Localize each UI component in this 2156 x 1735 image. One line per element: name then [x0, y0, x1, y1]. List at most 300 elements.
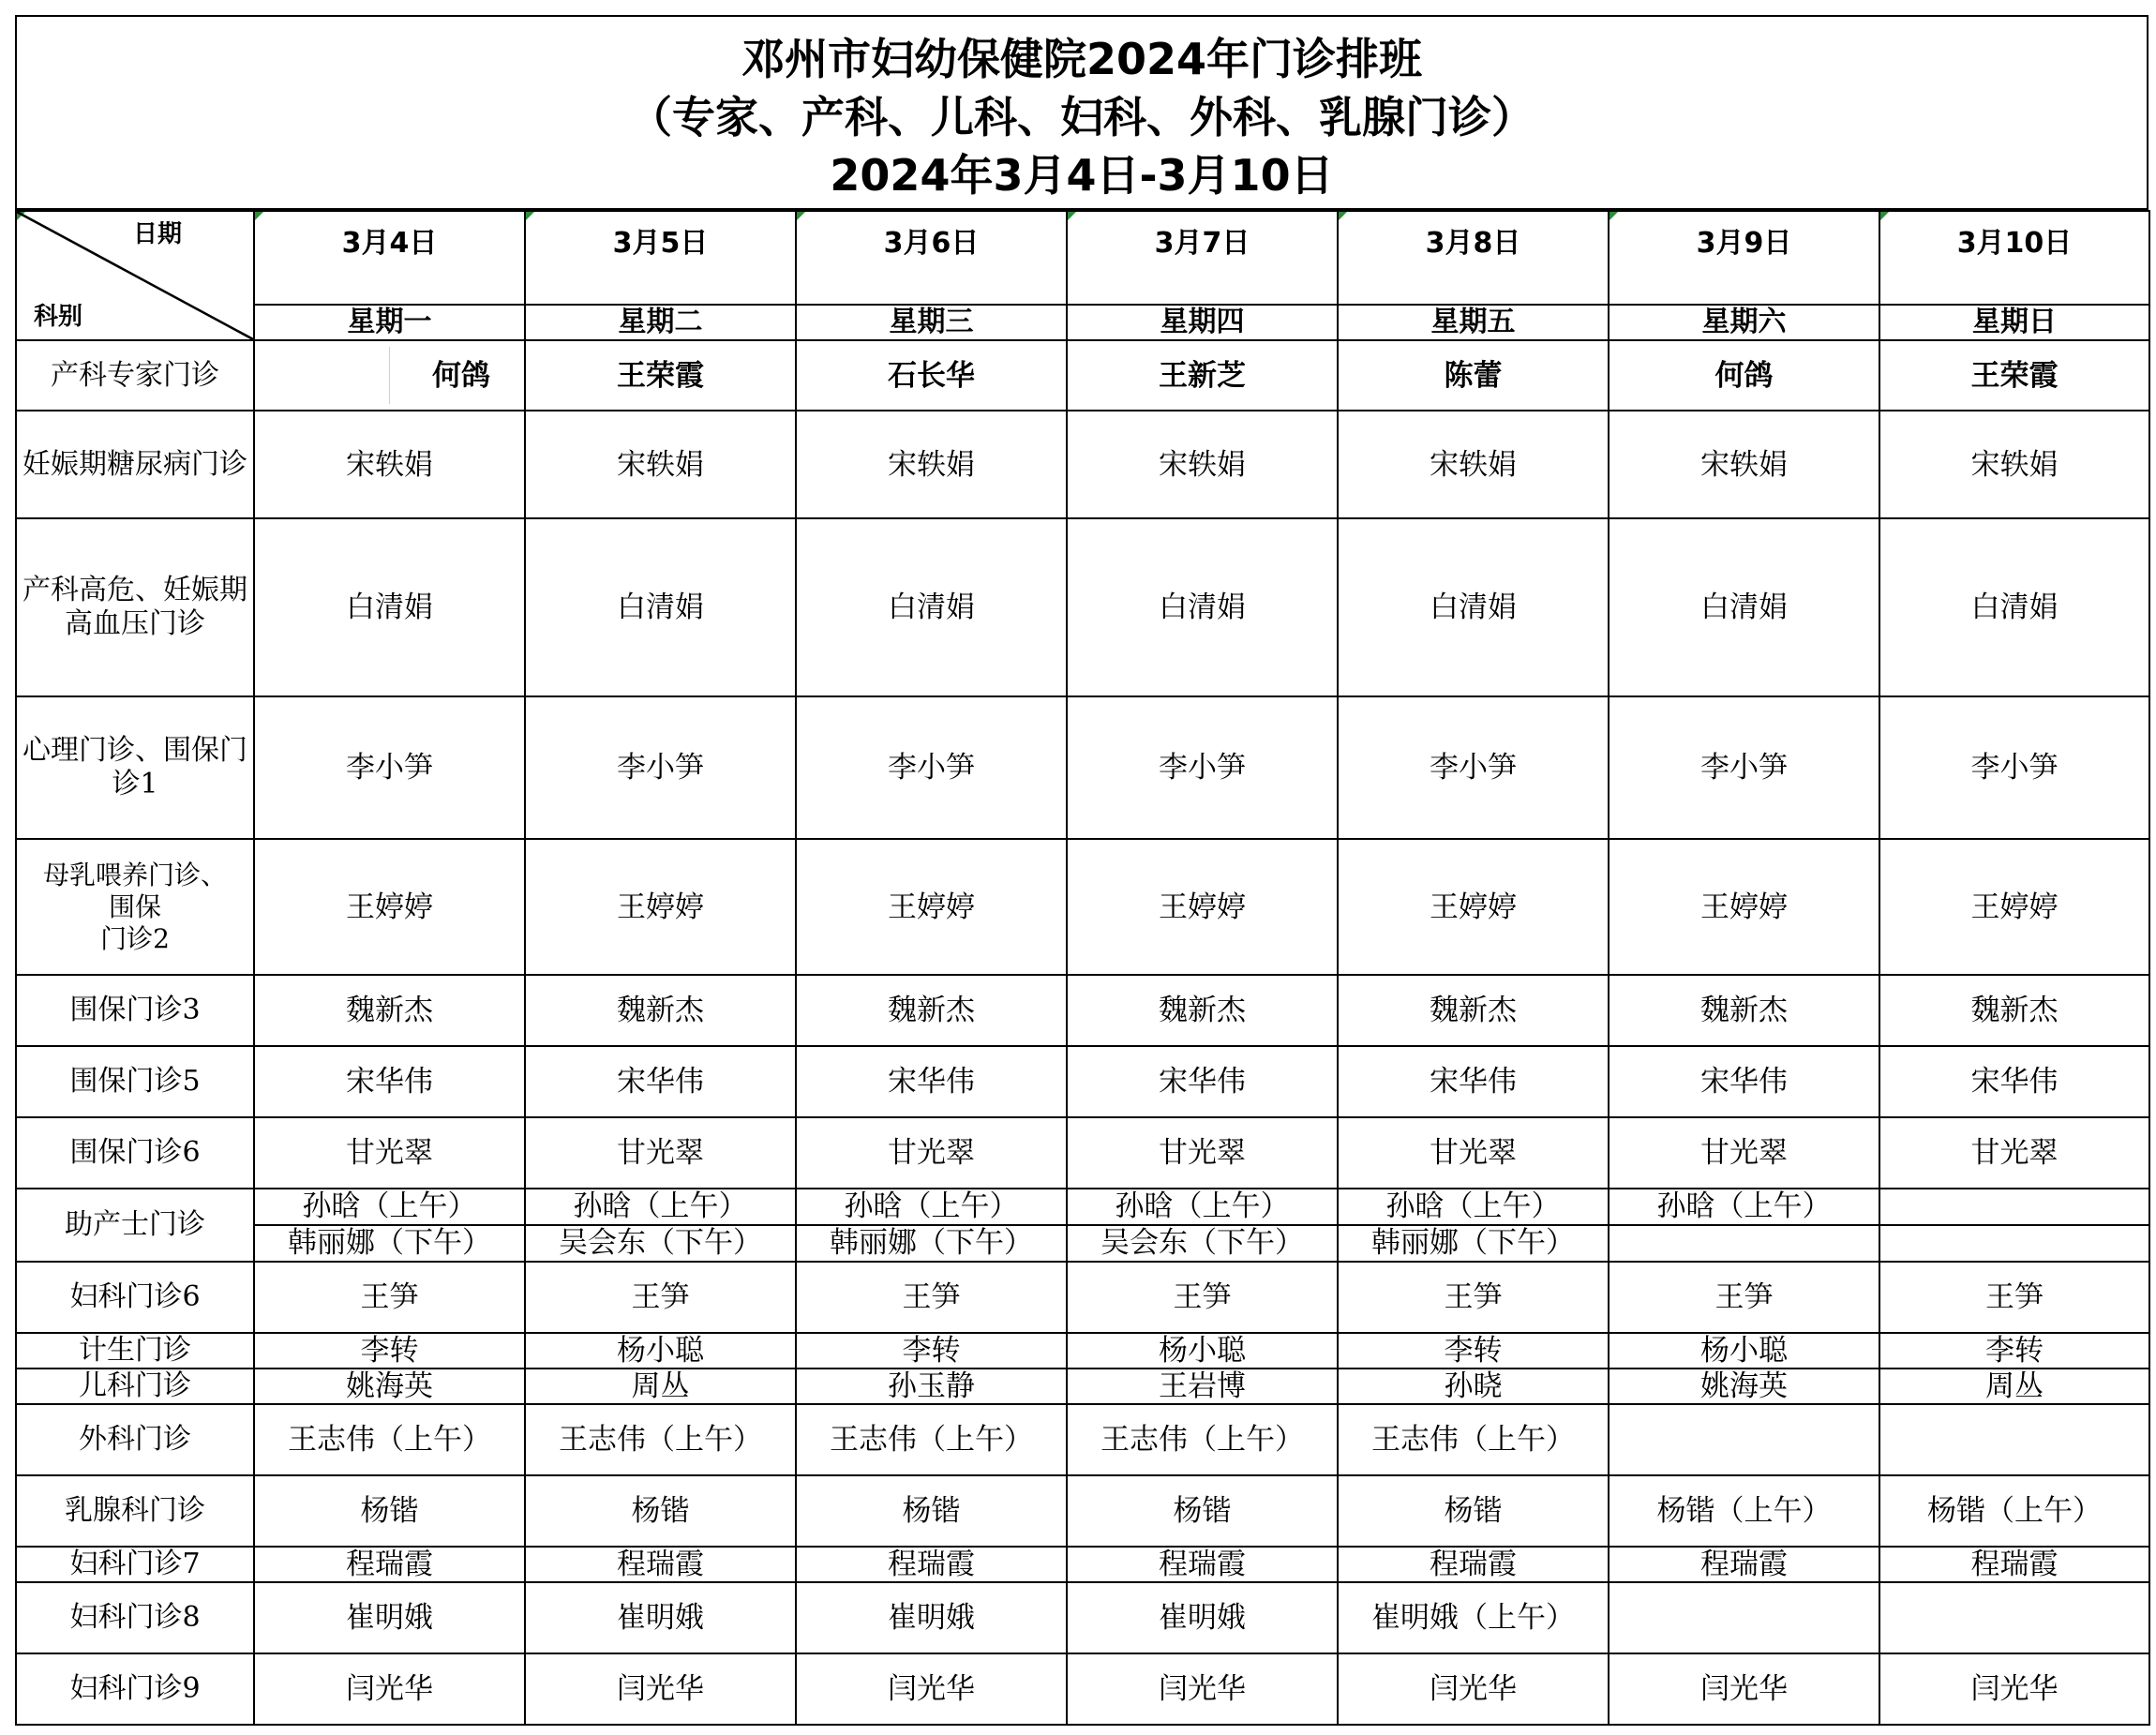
doctor-name: 王笋: [1714, 1280, 1774, 1314]
doctor-name: 宋华伟: [888, 1065, 975, 1099]
morning-shift: 孙晗（上午）: [255, 1189, 524, 1226]
doctor-cell: [525, 1369, 796, 1404]
doctor-cell: [254, 1117, 525, 1189]
dept-label: 计生门诊: [79, 1334, 191, 1367]
morning-shift: 孙晗（上午）: [1339, 1189, 1608, 1226]
schedule-row: [16, 340, 2149, 411]
doctor-cell: [1879, 411, 2149, 518]
date-label: 3月4日: [341, 227, 438, 260]
doctor-name: 白清娟: [346, 591, 433, 624]
schedule-row: [16, 839, 2149, 975]
dept-label: 产科高危、妊娠期高血压门诊: [22, 574, 247, 640]
doctor-cell: [1879, 1046, 2149, 1117]
afternoon-shift: 吴会东（下午）: [559, 1226, 762, 1260]
doctor-cell: [796, 1369, 1067, 1404]
doctor-cell: [1338, 411, 1609, 518]
doctor-name: 王笋: [1985, 1280, 2044, 1314]
doctor-name: 李小笋: [888, 751, 975, 785]
doctor-cell: [1338, 839, 1609, 975]
green-triangle-icon: [1068, 212, 1076, 220]
doctor-cell: [525, 839, 796, 975]
doctor-cell: [1879, 340, 2149, 411]
doctor-name: 魏新杰: [1970, 994, 2059, 1027]
doctor-cell: [796, 340, 1067, 411]
doctor-name: 王婷婷: [346, 890, 433, 924]
doctor-cell: [525, 518, 796, 696]
doctor-cell: [1338, 1653, 1609, 1725]
doctor-name: 白清娟: [1970, 591, 2059, 624]
dept-label: 产科专家门诊: [51, 358, 219, 392]
doctor-name: 王荣霞: [1970, 358, 2059, 393]
doctor-name: 宋轶娟: [1159, 447, 1246, 482]
doctor-name: 白清娟: [1159, 591, 1246, 624]
date-header-row: [16, 211, 2149, 305]
morning-shift: 孙晗（上午）: [526, 1189, 795, 1226]
doctor-cell: [1338, 975, 1609, 1046]
doctor-name: 宋华伟: [1159, 1065, 1246, 1099]
title-block: [15, 15, 2149, 210]
weekday-cell: 星期日: [1879, 305, 2149, 340]
dept-cell: [16, 975, 254, 1046]
cell-divider: [389, 347, 390, 404]
split-shift-cell: [1067, 1189, 1338, 1262]
doctor-name: 李小笋: [1159, 751, 1246, 785]
doctor-cell: [1338, 1117, 1609, 1189]
doctor-name: 李小笋: [346, 751, 433, 785]
dept-cell: [16, 1475, 254, 1547]
dept-cell: [16, 839, 254, 975]
doctor-name: 甘光翠: [617, 1136, 704, 1170]
doctor-cell: [796, 975, 1067, 1046]
date-cell: [1879, 211, 2149, 305]
doctor-cell: [1609, 696, 1879, 839]
doctor-cell: [1879, 1653, 2149, 1725]
doctor-name: 崔明娥: [888, 1601, 975, 1635]
doctor-name: 白清娟: [617, 591, 704, 624]
schedule-table: [15, 210, 2150, 1726]
doctor-name: 宋轶娟: [617, 447, 704, 482]
doctor-cell: [254, 839, 525, 975]
date-cell: [796, 211, 1067, 305]
schedule-row: [16, 1189, 2149, 1262]
schedule-row: [16, 1653, 2149, 1725]
dept-cell: [16, 1547, 254, 1582]
doctor-name: 陈蕾: [1444, 358, 1503, 393]
doctor-cell: [254, 1046, 525, 1117]
date-label: 3月6日: [883, 227, 980, 260]
dept-label: 围保门诊6: [69, 1136, 201, 1169]
doctor-name: 杨小聪: [1700, 1334, 1788, 1368]
doctor-name: 闫光华: [346, 1672, 433, 1706]
doctor-cell: [1067, 1404, 1338, 1475]
doctor-cell: [796, 839, 1067, 975]
dept-label: 围保门诊5: [69, 1065, 201, 1098]
dept-label: 围保门诊3: [69, 994, 201, 1026]
doctor-name: 王笋: [631, 1280, 690, 1314]
title-line-3: 2024年3月4日-3月10日: [830, 150, 1334, 201]
schedule-row: [16, 1046, 2149, 1117]
doctor-cell: [525, 1404, 796, 1475]
doctor-name: 魏新杰: [346, 994, 433, 1027]
doctor-name: 魏新杰: [1159, 994, 1246, 1027]
doctor-name: 宋轶娟: [346, 447, 433, 482]
doctor-name: 宋轶娟: [1430, 447, 1517, 482]
doctor-name: 杨锴: [902, 1494, 961, 1528]
doctor-name: 王婷婷: [1970, 890, 2059, 924]
doctor-name: 白清娟: [1700, 591, 1788, 624]
doctor-cell: [1879, 1117, 2149, 1189]
schedule-row: [16, 411, 2149, 518]
doctor-cell: [796, 411, 1067, 518]
doctor-cell: [1879, 975, 2149, 1046]
doctor-name: 甘光翠: [1159, 1136, 1246, 1170]
schedule-row: [16, 696, 2149, 839]
doctor-name: 杨锴: [631, 1494, 690, 1528]
split-shift-cell: [1609, 1189, 1879, 1262]
doctor-name: 杨小聪: [617, 1334, 704, 1368]
doctor-name: 魏新杰: [888, 994, 975, 1027]
morning-shift: 孙晗（上午）: [1610, 1189, 1879, 1226]
doctor-cell: [525, 340, 796, 411]
doctor-cell: [1338, 1369, 1609, 1404]
weekday-header-row: [16, 305, 2149, 340]
doctor-name: 王笋: [360, 1280, 419, 1314]
weekday-cell: 星期五: [1338, 305, 1609, 340]
doctor-name: 甘光翠: [1700, 1136, 1788, 1170]
doctor-cell: [1879, 1547, 2149, 1582]
split-shift-cell: [254, 1189, 525, 1262]
doctor-name: 周丛: [631, 1369, 690, 1403]
doctor-cell: [525, 1117, 796, 1189]
doctor-name: 程瑞霞: [617, 1548, 704, 1581]
date-label: 3月8日: [1425, 227, 1521, 260]
dept-cell: [16, 1333, 254, 1369]
doctor-cell: [1338, 1333, 1609, 1369]
dept-label: 妇科门诊6: [69, 1280, 201, 1313]
doctor-cell: [525, 696, 796, 839]
doctor-cell: [254, 975, 525, 1046]
dept-label: 心理门诊、围保门诊1: [22, 734, 247, 800]
doctor-name: 姚海英: [1700, 1369, 1788, 1403]
doctor-name: 李转: [1444, 1334, 1503, 1368]
doctor-cell: [1067, 340, 1338, 411]
doctor-name: 周丛: [1985, 1369, 2044, 1403]
doctor-name: 闫光华: [888, 1672, 975, 1706]
doctor-cell: [1609, 340, 1879, 411]
weekday-cell: 星期一: [254, 305, 525, 340]
corner-cell: [16, 211, 254, 340]
doctor-name: 程瑞霞: [1970, 1548, 2059, 1581]
doctor-cell: [1879, 696, 2149, 839]
doctor-name: 崔明娥（上午）: [1371, 1601, 1575, 1635]
dept-cell: [16, 1262, 254, 1333]
doctor-cell: [1609, 1262, 1879, 1333]
corner-dept-label: 科别: [34, 303, 83, 331]
doctor-cell: [1609, 411, 1879, 518]
doctor-name: 魏新杰: [617, 994, 704, 1027]
green-triangle-icon: [1880, 212, 1889, 220]
green-triangle-icon: [1339, 212, 1347, 220]
doctor-name: 程瑞霞: [888, 1548, 975, 1581]
doctor-cell: [796, 1117, 1067, 1189]
dept-cell: [16, 1189, 254, 1262]
morning-shift: 孙晗（上午）: [797, 1189, 1066, 1226]
doctor-cell: [1067, 1653, 1338, 1725]
doctor-cell: [1609, 1475, 1879, 1547]
date-label: 3月5日: [612, 227, 709, 260]
doctor-name: 杨锴（上午）: [1927, 1494, 2102, 1528]
doctor-cell: [1067, 1333, 1338, 1369]
doctor-name: 王荣霞: [617, 358, 704, 393]
doctor-cell: [796, 696, 1067, 839]
doctor-name: 杨锴: [1173, 1494, 1232, 1528]
doctor-cell: [796, 1404, 1067, 1475]
doctor-cell: [796, 1547, 1067, 1582]
doctor-name: 宋轶娟: [1700, 447, 1788, 482]
doctor-name: 孙晓: [1444, 1369, 1503, 1403]
doctor-cell: [1609, 1404, 1879, 1475]
doctor-cell: [1609, 975, 1879, 1046]
schedule-row: [16, 518, 2149, 696]
doctor-name: 宋轶娟: [1970, 447, 2059, 482]
doctor-cell: [525, 1262, 796, 1333]
doctor-name: 王志伟（上午）: [288, 1423, 491, 1457]
doctor-name: 王笋: [1173, 1280, 1232, 1314]
afternoon-shift: 韩丽娜（下午）: [1371, 1226, 1575, 1260]
doctor-cell: [1338, 1046, 1609, 1117]
doctor-name: 王婷婷: [1430, 890, 1517, 924]
split-shift-cell: [525, 1189, 796, 1262]
dept-label-line: 母乳喂养门诊、: [42, 859, 227, 890]
doctor-cell: [254, 696, 525, 839]
doctor-name: 何鸽: [432, 358, 490, 393]
doctor-name: 李转: [902, 1334, 961, 1368]
schedule-row: [16, 1369, 2149, 1404]
date-label: 3月10日: [1956, 227, 2073, 260]
doctor-name: 王岩博: [1159, 1369, 1246, 1403]
date-cell: [1067, 211, 1338, 305]
doctor-cell: [254, 518, 525, 696]
doctor-name: 闫光华: [1700, 1672, 1788, 1706]
doctor-cell: [525, 1653, 796, 1725]
doctor-cell: [1609, 1046, 1879, 1117]
doctor-name: 甘光翠: [888, 1136, 975, 1170]
dept-cell: [16, 1369, 254, 1404]
doctor-cell: [254, 1547, 525, 1582]
doctor-name: 王婷婷: [1700, 890, 1788, 924]
doctor-cell: [796, 1475, 1067, 1547]
dept-label: 助产士门诊: [65, 1208, 205, 1241]
dept-label: 妇科门诊9: [69, 1672, 201, 1705]
doctor-cell: [1338, 696, 1609, 839]
doctor-name: 宋华伟: [346, 1065, 433, 1099]
dept-label: 妇科门诊8: [69, 1601, 201, 1634]
doctor-cell: [254, 1404, 525, 1475]
split-shift-cell: [1879, 1189, 2149, 1262]
doctor-name: 甘光翠: [1970, 1136, 2059, 1170]
morning-shift: 孙晗（上午）: [1068, 1189, 1337, 1226]
schedule-row: [16, 1117, 2149, 1189]
doctor-name: 魏新杰: [1430, 994, 1517, 1027]
doctor-cell: [1879, 1475, 2149, 1547]
doctor-name: 李小笋: [617, 751, 704, 785]
doctor-cell: [1879, 1333, 2149, 1369]
doctor-name: 李小笋: [1970, 751, 2059, 785]
doctor-name: 魏新杰: [1700, 994, 1788, 1027]
doctor-cell: [1067, 411, 1338, 518]
afternoon-shift: [1880, 1226, 2149, 1261]
dept-label-line: 围保: [108, 890, 161, 922]
green-triangle-icon: [1610, 212, 1618, 220]
doctor-name: 杨小聪: [1159, 1334, 1246, 1368]
doctor-name: 王婷婷: [617, 890, 704, 924]
date-cell: [1609, 211, 1879, 305]
doctor-name: 王志伟（上午）: [1371, 1423, 1575, 1457]
dept-label: 外科门诊: [79, 1423, 191, 1456]
doctor-name: 宋华伟: [1430, 1065, 1517, 1099]
doctor-cell: [1067, 518, 1338, 696]
doctor-name: 闫光华: [1159, 1672, 1246, 1706]
doctor-cell: [796, 1333, 1067, 1369]
weekday-cell: 星期四: [1067, 305, 1338, 340]
afternoon-shift: 吴会东（下午）: [1100, 1226, 1304, 1260]
doctor-cell: [254, 1333, 525, 1369]
doctor-cell: [1067, 1547, 1338, 1582]
dept-label: 儿科门诊: [79, 1369, 191, 1402]
doctor-cell: [796, 518, 1067, 696]
doctor-cell: [1338, 1404, 1609, 1475]
green-triangle-icon: [526, 212, 534, 220]
doctor-cell: [1067, 1046, 1338, 1117]
schedule-row: [16, 1475, 2149, 1547]
afternoon-shift: [1610, 1226, 1879, 1261]
doctor-cell: [1609, 1653, 1879, 1725]
doctor-name: 甘光翠: [1430, 1136, 1517, 1170]
doctor-name: 孙玉静: [888, 1369, 975, 1403]
dept-label: 妊娠期糖尿病门诊: [22, 447, 247, 481]
doctor-cell: [1067, 839, 1338, 975]
doctor-name: 李转: [360, 1334, 419, 1368]
doctor-name: 宋华伟: [1970, 1065, 2059, 1099]
doctor-name: 王志伟（上午）: [1100, 1423, 1304, 1457]
doctor-cell: [1067, 1582, 1338, 1653]
dept-cell: [16, 1653, 254, 1725]
dept-cell: [16, 411, 254, 518]
doctor-name: 王婷婷: [1159, 890, 1246, 924]
date-cell: [525, 211, 796, 305]
doctor-name: 闫光华: [1430, 1672, 1517, 1706]
doctor-cell: [1879, 1369, 2149, 1404]
green-triangle-icon: [797, 212, 805, 220]
doctor-cell: [796, 1653, 1067, 1725]
doctor-cell: [796, 1262, 1067, 1333]
doctor-name: 杨锴: [1444, 1494, 1503, 1528]
doctor-name: 崔明娥: [1159, 1601, 1246, 1635]
dept-cell: [16, 340, 254, 411]
corner-date-label: 日期: [132, 220, 182, 248]
doctor-name: 王志伟（上午）: [830, 1423, 1033, 1457]
dept-cell: [16, 1582, 254, 1653]
doctor-name: 程瑞霞: [346, 1548, 433, 1581]
date-label: 3月7日: [1154, 227, 1250, 260]
doctor-name: 何鸽: [1714, 358, 1774, 393]
doctor-name: 宋华伟: [617, 1065, 704, 1099]
doctor-name: 程瑞霞: [1430, 1548, 1517, 1581]
doctor-cell: [1609, 1117, 1879, 1189]
doctor-cell: [254, 1653, 525, 1725]
doctor-name: 李小笋: [1430, 751, 1517, 785]
doctor-cell: [1067, 696, 1338, 839]
doctor-cell: [254, 411, 525, 518]
schedule-row: [16, 1582, 2149, 1653]
schedule-row: [16, 975, 2149, 1046]
dept-label-line: 门诊2: [100, 922, 170, 954]
doctor-cell: [1067, 1369, 1338, 1404]
doctor-name: 李小笋: [1700, 751, 1788, 785]
schedule-row: [16, 1262, 2149, 1333]
doctor-cell: [254, 1369, 525, 1404]
doctor-cell: [525, 1582, 796, 1653]
doctor-name: 李转: [1985, 1334, 2044, 1368]
doctor-name: 崔明娥: [617, 1601, 704, 1635]
doctor-name: 闫光华: [1970, 1672, 2059, 1706]
doctor-cell: [1609, 839, 1879, 975]
doctor-name: 姚海英: [346, 1369, 433, 1403]
doctor-name: 杨锴（上午）: [1656, 1494, 1832, 1528]
schedule-row: [16, 1333, 2149, 1369]
doctor-name: 闫光华: [617, 1672, 704, 1706]
doctor-cell: [1609, 1333, 1879, 1369]
schedule-row: [16, 1404, 2149, 1475]
doctor-cell: [254, 1582, 525, 1653]
doctor-cell: [1609, 1582, 1879, 1653]
doctor-name: 王婷婷: [888, 890, 975, 924]
weekday-cell: 星期六: [1609, 305, 1879, 340]
doctor-cell: [525, 411, 796, 518]
doctor-cell: [1338, 518, 1609, 696]
doctor-cell: [254, 340, 525, 411]
doctor-name: 石长华: [888, 358, 975, 393]
date-label: 3月9日: [1696, 227, 1792, 260]
doctor-name: 宋华伟: [1700, 1065, 1788, 1099]
doctor-cell: [1067, 1262, 1338, 1333]
doctor-cell: [1879, 1404, 2149, 1475]
doctor-cell: [525, 1333, 796, 1369]
morning-shift: [1880, 1189, 2149, 1226]
doctor-name: 宋轶娟: [888, 447, 975, 482]
schedule-row: [16, 1547, 2149, 1582]
doctor-name: 王新芝: [1159, 358, 1246, 393]
weekday-cell: 星期三: [796, 305, 1067, 340]
doctor-cell: [1067, 1475, 1338, 1547]
doctor-cell: [1338, 1262, 1609, 1333]
doctor-cell: [1609, 1369, 1879, 1404]
doctor-name: 程瑞霞: [1700, 1548, 1788, 1581]
doctor-cell: [525, 1475, 796, 1547]
doctor-name: 杨锴: [360, 1494, 419, 1528]
doctor-cell: [1338, 340, 1609, 411]
doctor-cell: [254, 1475, 525, 1547]
doctor-cell: [525, 1547, 796, 1582]
dept-cell: [16, 518, 254, 696]
green-triangle-icon: [255, 212, 263, 220]
doctor-name: 王笋: [902, 1280, 961, 1314]
doctor-name: 甘光翠: [346, 1136, 433, 1170]
title-line-1: 邓州市妇幼保健院2024年门诊排班: [741, 34, 1423, 84]
doctor-cell: [1338, 1547, 1609, 1582]
doctor-cell: [1609, 1547, 1879, 1582]
dept-label: 妇科门诊7: [69, 1548, 201, 1580]
